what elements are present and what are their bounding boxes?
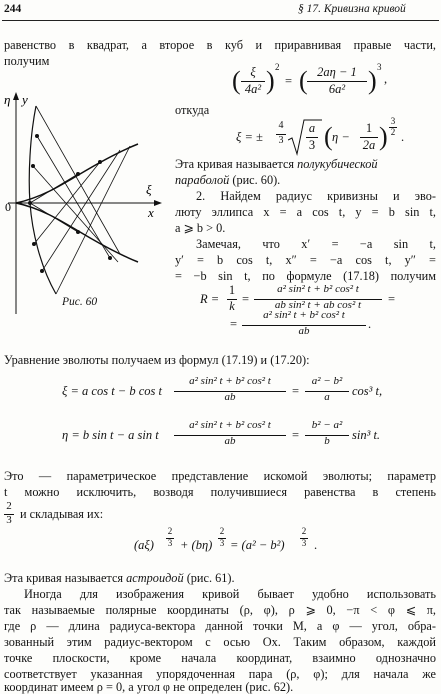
text-line: Иногда для изображения кривой бывает удобно использовать bbox=[24, 587, 436, 601]
text-line: соответствует указанная упорядоченная пара (ρ, φ); для начала же bbox=[4, 667, 436, 681]
figure-60 bbox=[0, 86, 165, 321]
text-line: Эта кривая называется полукубической bbox=[175, 157, 378, 171]
text-line: так называемые полярные координаты (ρ, φ), ρ ⩾ 0, −π < φ ⩽ π, bbox=[4, 603, 436, 617]
text-line: a ⩾ b > 0. bbox=[175, 221, 226, 235]
text-line: y′ = b cos t, x″ = −a cos t, y″ = bbox=[175, 253, 436, 267]
text-line: координат имеем ρ = 0, а угол φ не определен (рис. 62). bbox=[4, 680, 294, 694]
axis-origin: 0 bbox=[5, 200, 11, 214]
axis-label-x: x bbox=[148, 205, 154, 220]
text-line: Уравнение эволюты получаем из формул (17.19) и (17.20): bbox=[4, 353, 310, 367]
axis-label-xi: ξ bbox=[146, 182, 152, 197]
equation-1: ( ξ 4a² ) 2 = ( 2aη − 1 6a² ) 3 , bbox=[232, 62, 388, 96]
text-line: откуда bbox=[175, 103, 210, 117]
text-line: Замечая, что x′ = −a sin t, bbox=[196, 237, 436, 251]
text-line: где ρ — длина радиуса-вектора данной точки M, а φ — угол, обра- bbox=[4, 619, 436, 633]
figure-caption: Рис. 60 bbox=[62, 296, 98, 308]
text-line: Эта кривая называется астроидой (рис. 61). bbox=[4, 571, 235, 585]
text-line: точке плоскости, кроме начала координат, взаимно однозначно bbox=[4, 651, 436, 665]
text-line: t можно исключить, возводя получившиеся равенства в степень bbox=[4, 485, 436, 499]
equation-R: R = 1 k = a² sin² t + b² cos² t ab sin² t + ab cos² t = = a² sin² t + b² cos² t ab . bbox=[200, 283, 396, 337]
text-line: = −b sin t, по формуле (17.18) получим bbox=[175, 269, 436, 283]
fraction-two-thirds: 2 3 bbox=[4, 500, 24, 530]
text-line: 2. Найдем радиус кривизны и эво- bbox=[196, 189, 436, 203]
equation-2: ξ = ± 4 3 a 3 ( η − 1 2a ) 3 2 . bbox=[236, 116, 405, 152]
page-number: 244 bbox=[4, 3, 22, 15]
text-line: и складывая их: bbox=[20, 507, 104, 521]
text-line: люту эллипса x = a cos t, y = b sin t, bbox=[175, 205, 436, 219]
text-line: параболой (рис. 60). bbox=[175, 173, 281, 187]
header-rule bbox=[2, 20, 439, 21]
text-line: Это — параметрическое представление искомой эволюты; параметр bbox=[4, 469, 436, 483]
text-line: зованный этим радиус-вектором с осью Ox. Таким образом, каждой bbox=[4, 635, 436, 649]
axis-label-y: y bbox=[22, 92, 28, 107]
equation-xi: ξ = a cos t − b cos t a² sin² t + b² cos² t ab = a² − b² a cos³ t, bbox=[62, 375, 383, 403]
equation-astroid: (aξ) 2 3 + (bη) 2 3 = (a² − b²) 2 3 . bbox=[134, 526, 318, 552]
text-line: равенство в квадрат, а второе в куб и приравнивая правые части, bbox=[4, 38, 436, 52]
equation-eta: η = b sin t − a sin t a² sin² t + b² cos² t ab = b² − a² b sin³ t. bbox=[62, 419, 381, 447]
running-title: § 17. Кривизна кривой bbox=[298, 3, 406, 15]
axis-label-eta: η bbox=[4, 92, 11, 107]
text-line: получим bbox=[4, 54, 50, 68]
